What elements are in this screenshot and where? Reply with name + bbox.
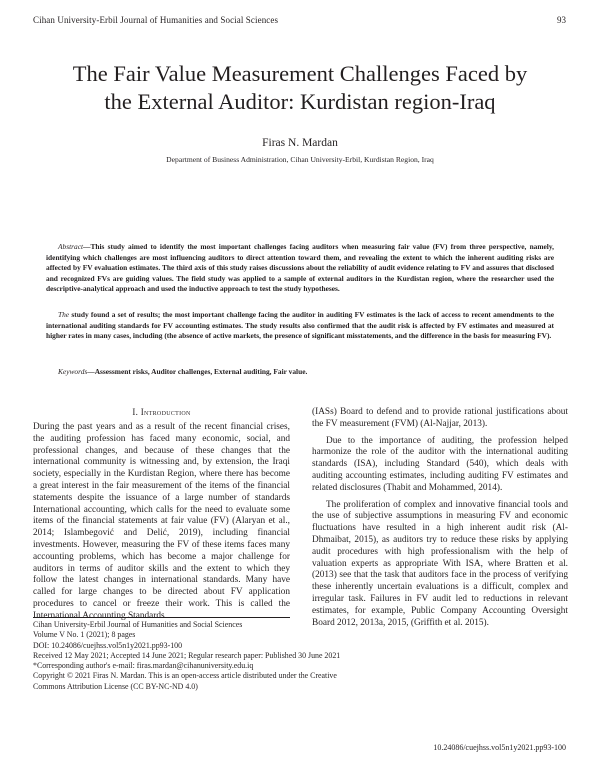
page-number: 93: [557, 15, 566, 25]
keywords-text: —Assessment risks, Auditor challenges, External auditing, Fair value.: [87, 367, 308, 376]
footnote-copyright-1: Copyright © 2021 Firas N. Mardan. This is an open-access article distributed under the Creative: [33, 671, 337, 681]
section-heading: [33, 407, 290, 417]
footnote-dates: Received 12 May 2021; Accepted 14 June 2021; Regular research paper: Published 30 June 2021: [33, 650, 341, 660]
right-column: [312, 407, 568, 629]
abstract-label: Abstract: [58, 242, 84, 251]
abstract-paragraph-2: [46, 310, 554, 342]
section-title: Introduction: [140, 407, 191, 417]
left-column: [33, 407, 290, 623]
author-affiliation: Department of Business Administration, Cihan University-Erbil, Kurdistan Region, Iraq: [166, 155, 434, 164]
author-name: Firas N. Mardan: [262, 137, 338, 149]
section-number: I.: [132, 407, 139, 417]
abstract-p2-lead: The: [58, 310, 70, 319]
intro-paragraph-continued: (IASs) Board to defend and to provide rational justifications about the FV measurement (FVM) (Al-Najjar, 2013).: [312, 407, 568, 429]
footnote-corresponding: *Corresponding author's e-mail: firas.mardan@cihanuniversity.edu.iq: [33, 661, 254, 671]
abstract-text: This study aimed to identify the most important challenges facing auditors when measuring fair value (FV) from three perspective, namely, identifying which challenges are most influencing auditors to direct attention toward them, and revealing the extent to which the inherent auditing risks are affected by FV evaluation estimates. The third axis of this study raises discussions about the reliability of audit evidence relating to FV and assures that disclosed and recognized FVs are guiding values. The field study was applied to a sample of external auditors in the Kurdistan region, where the researcher used the descriptive-analytical approach and used the inductive approach to test the study hypotheses.: [46, 242, 554, 294]
title-line-1: The Fair Value Measurement Challenges Faced by: [72, 61, 528, 86]
intro-paragraph-2: Due to the importance of auditing, the profession helped harmonize the role of the auditor with the international auditing standards (ISA), including Standard (540), which deals with auditing accounting estimates, including auditing FV estimates and related disclosures (Thabit and Mohammed, 2014).: [312, 435, 568, 493]
intro-paragraph-3: The proliferation of complex and innovative financial tools and the use of subjective assumptions in measuring FV and economic fluctuations have resulted in a high inherent audit risk (Al-Dhmaibat, 2015), as auditors try to reduce these risks by applying audit procedures with high professionalism with the help of valuation experts as appropriate With ISA, where Bratten et al. (2013) see that the task that auditors face in the process of verifying these inherently uncertain evaluations is a difficult, complex and irregular task. Failures in FV audit led to reductions in relevant estimates, for example, Public Company Accounting Oversight Board 2012, 2013a, 2015, (Griffith et al. 2015).: [312, 499, 568, 628]
footnote-divider: [33, 617, 290, 618]
abstract-dash: —: [83, 242, 91, 251]
intro-paragraph-1: During the past years and as a result of the recent financial crises, the auditing profession has faced many economic, social, and professional changes, and because of these changes that the international community is witnessing and, by extension, the Iraqi society, especially in the Kurdistan Region, where there has become a great interest in the fair measurement of the items of the financial statements despite the issuance of a large number of standards International accounting, which calls for the need to evaluate some items of the financial statements at fair value (FV) (Alaryan et al., 2014; Islambegović and Delić, 2019), including financial investments. However, measuring the FV of these items faces many accounting problems, which has become a major challenge for auditors in terms of auditor skills and the extent to which they follow the latest changes in international standards. Many have called for large changes to be directed about FV application procedures to cancel or freeze their work. This is called the International Accounting Standards: [33, 422, 290, 621]
footnote-journal: Cihan University-Erbil Journal of Humanities and Social Sciences: [33, 620, 243, 629]
abstract-p2-text: study found a set of results; the most important challenge facing the auditor in auditing FV estimates is the lack of access to recent amendments to the international auditing standards for FV accounting estimates. The study results also confirmed that the audit risk is affected by FV estimates and measured at higher rates in many cases, including (the absence of active markets, the presence of significant misstatements, and the difference in the basis for measuring FV).: [46, 310, 554, 341]
footnote-doi: DOI: 10.24086/cuejhss.vol5n1y2021.pp93-100: [33, 640, 183, 650]
footnote-copyright-2: Commons Attribution License (CC BY-NC-ND 4.0): [33, 681, 198, 691]
keywords-line: [46, 367, 554, 378]
running-header: Cihan University-Erbil Journal of Humanities and Social Sciences: [33, 15, 279, 25]
article-footnotes: [33, 620, 568, 692]
article-title: [40, 60, 560, 116]
footer-doi: 10.24086/cuejhss.vol5n1y2021.pp93-100: [433, 743, 566, 752]
keywords-label: Keywords: [58, 367, 88, 376]
title-line-2: the External Auditor: Kurdistan region-Iraq: [104, 89, 496, 114]
footnote-volume: Volume V No. 1 (2021); 8 pages: [33, 630, 136, 640]
abstract-paragraph-1: [46, 242, 554, 295]
